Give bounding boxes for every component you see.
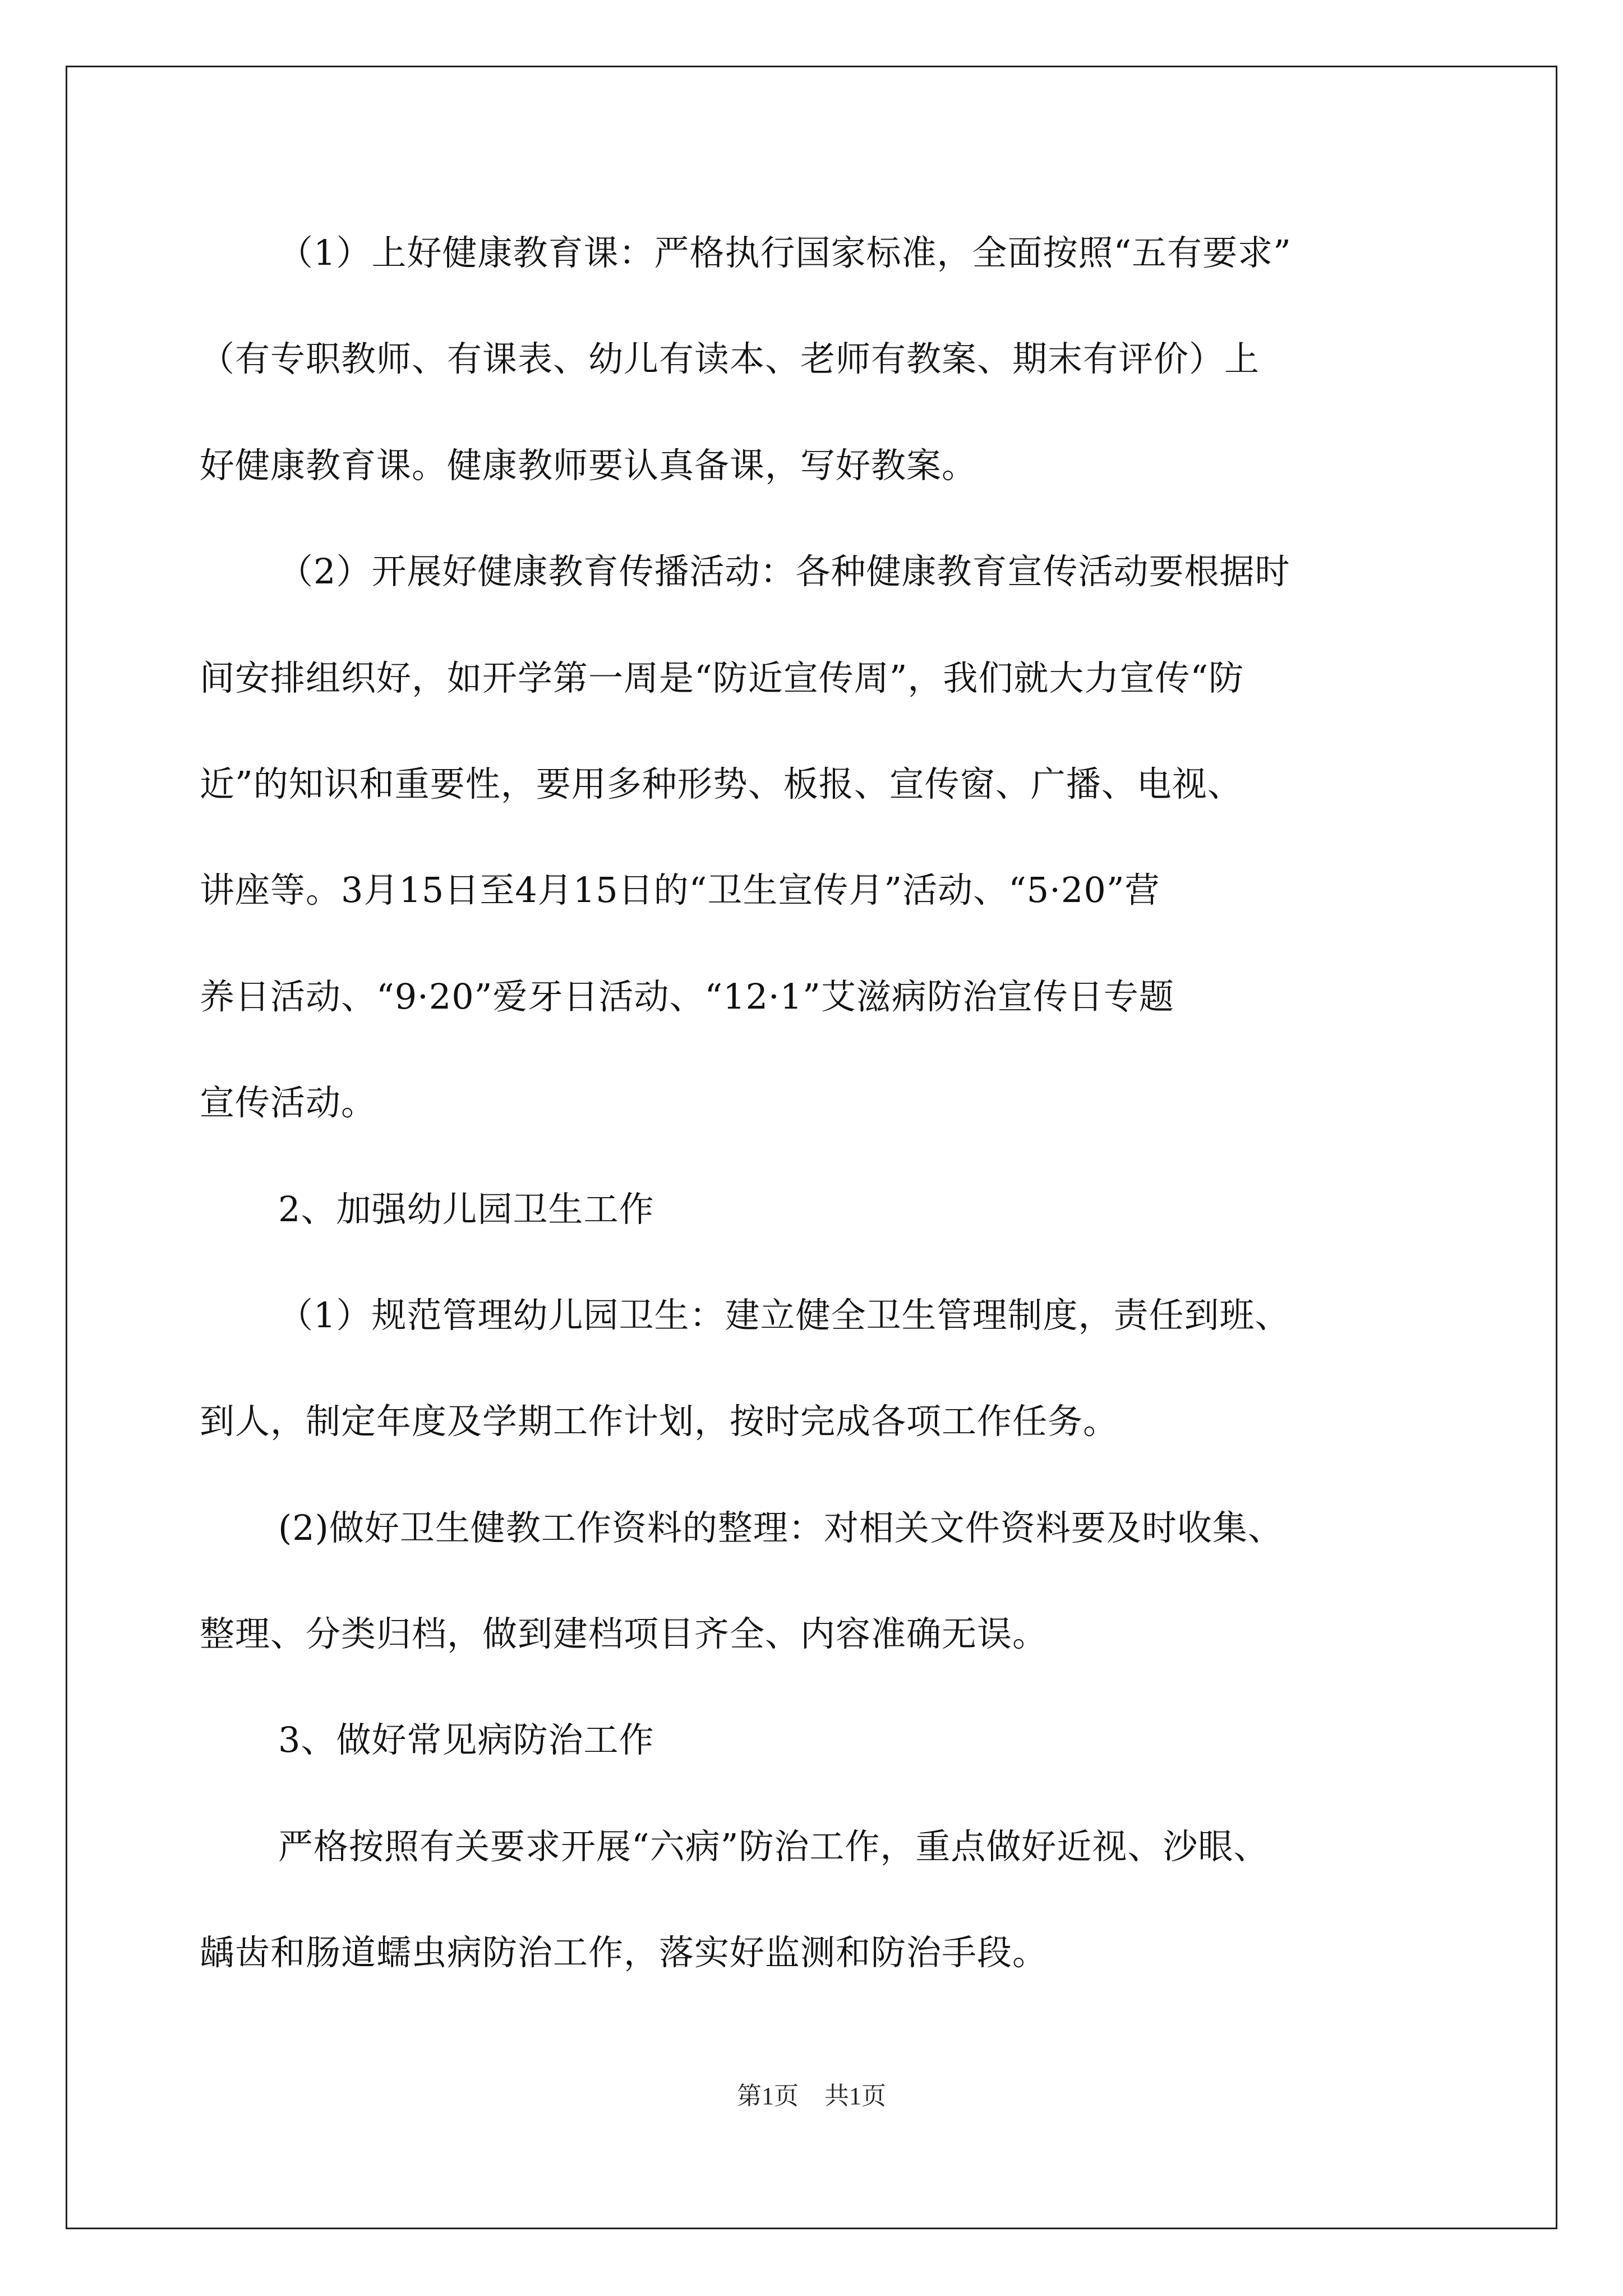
paragraph-line: 宣传活动。 <box>200 1082 377 1124</box>
paragraph-line: (2)做好卫生健教工作资料的整理：对相关文件资料要及时收集、 <box>278 1507 1283 1548</box>
paragraph-line: 好健康教育课。健康教师要认真备课，写好教案。 <box>200 444 978 486</box>
paragraph-line: 严格按照有关要求开展“六病”防治工作，重点做好近视、沙眼、 <box>278 1825 1269 1867</box>
page-footer <box>0 2076 1623 2111</box>
paragraph-line: 间安排组织好，如开学第一周是“防近宣传周”，我们就大力宣传“防 <box>200 657 1244 698</box>
page-number: 第1页 <box>737 2082 799 2110</box>
paragraph-line: （1）规范管理幼儿园卫生：建立健全卫生管理制度，责任到班、 <box>278 1294 1290 1336</box>
paragraph-line: 整理、分类归档，做到建档项目齐全、内容准确无误。 <box>200 1613 1048 1655</box>
document-body <box>200 200 1439 2006</box>
paragraph-line: （有专职教师、有课表、幼儿有读本、老师有教案、期末有评价）上 <box>200 338 1260 380</box>
page-total: 共1页 <box>824 2082 886 2110</box>
paragraph-line: 讲座等。3月15日至4月15日的“卫生宣传月”活动、“5·20”营 <box>200 869 1160 911</box>
section-heading: 2、加强幼儿园卫生工作 <box>278 1188 654 1230</box>
paragraph-line: 到人，制定年度及学期工作计划，按时完成各项工作任务。 <box>200 1401 1119 1442</box>
paragraph-line: （1）上好健康教育课：严格执行国家标准，全面按照“五有要求” <box>278 232 1292 273</box>
paragraph-line: 养日活动、“9·20”爱牙日活动、“12·1”艾滋病防治宣传日专题 <box>200 976 1174 1017</box>
paragraph-line: 近”的知识和重要性，要用多种形势、板报、宣传窗、广播、电视、 <box>200 763 1243 804</box>
section-heading: 3、做好常见病防治工作 <box>278 1719 654 1761</box>
paragraph-line: （2）开展好健康教育传播活动：各种健康教育宣传活动要根据时 <box>278 551 1290 592</box>
paragraph-line: 龋齿和肠道蠕虫病防治工作，落实好监测和防治手段。 <box>200 1932 1048 1973</box>
